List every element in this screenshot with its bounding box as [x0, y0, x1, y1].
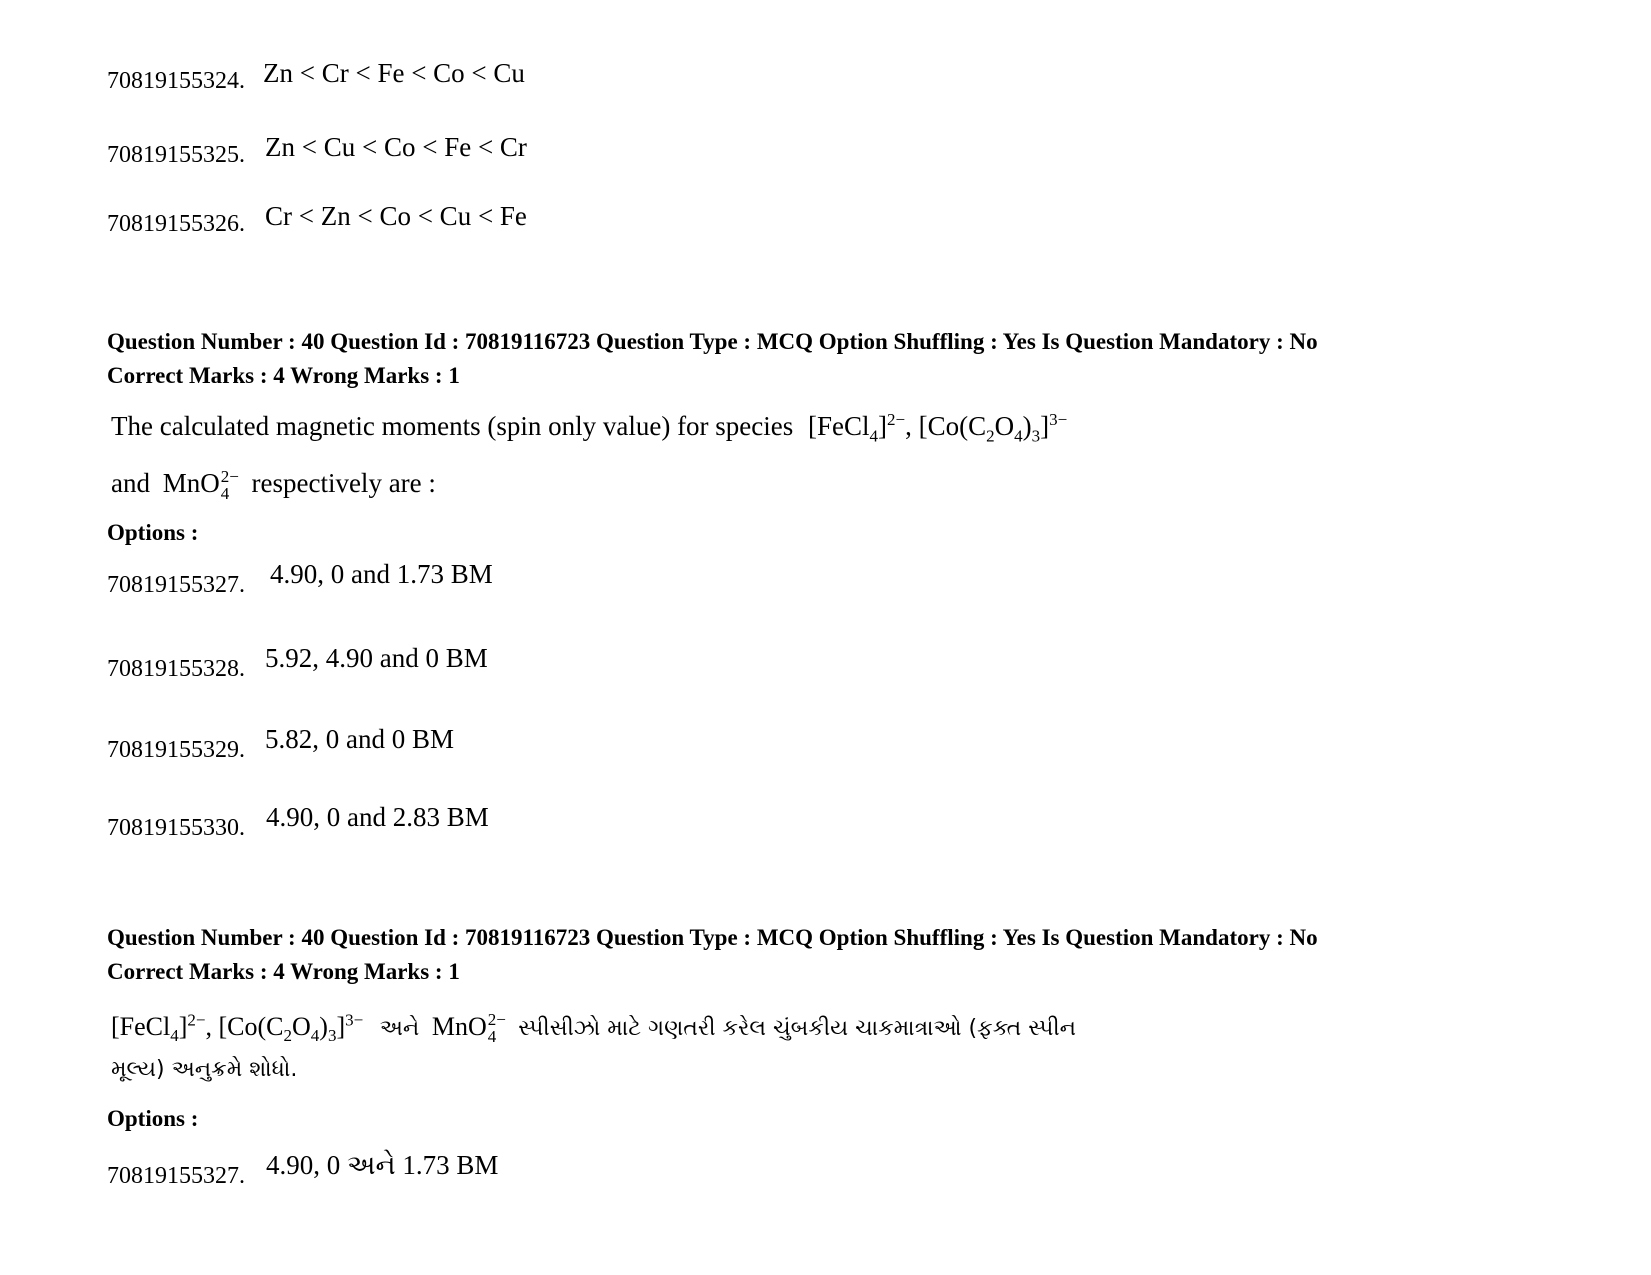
question-text: respectively are : — [251, 468, 436, 498]
option-text: 4.90, 0 and 2.83 BM — [266, 802, 489, 832]
option-text: Cr < Zn < Co < Cu < Fe — [265, 201, 527, 231]
options-label: Options : — [107, 1106, 199, 1131]
option-text: 4.90, 0 and 1.73 BM — [270, 559, 493, 589]
option-id: 70819155327. — [107, 572, 245, 598]
question-text-line1 — [111, 410, 1067, 446]
option-id: 70819155329. — [107, 737, 245, 763]
formula-mno4: MnO 2− 4 — [162, 466, 239, 503]
option-text: Zn < Cr < Fe < Co < Cu — [263, 58, 525, 88]
question-text-line2: મૂલ્ય) અનુક્રમે શોધો. — [111, 1057, 298, 1082]
option-id: 70819155330. — [107, 815, 245, 841]
question-meta-line2: Correct Marks : 4 Wrong Marks : 1 — [107, 363, 460, 388]
question-text-line2 — [111, 468, 436, 501]
question-text: The calculated magnetic moments (spin only value) for species — [111, 411, 794, 441]
question-meta-line1: Question Number : 40 Question Id : 70819116723 Question Type : MCQ Option Shuffling : Yes Is Question Mandatory : No — [107, 329, 1318, 354]
options-label: Options : — [107, 520, 199, 545]
option-id: 70819155328. — [107, 656, 245, 682]
question-text: સ્પીસીઝો માટે ગણતરી કરેલ ચુંબકીય ચાકમાત્રાઓ (ફક્ત સ્પીન — [518, 1015, 1077, 1041]
formula-fecl4: [FeCl$_4$]$^{2-}$, $[Co(C_2O_4)_3]^{3-}$ — [808, 410, 1068, 446]
option-id: 70819155326. — [107, 211, 245, 237]
question-meta-line2: Correct Marks : 4 Wrong Marks : 1 — [107, 959, 460, 984]
option-text: 5.82, 0 and 0 BM — [265, 724, 454, 754]
question-text: and — [111, 468, 150, 498]
option-text: 5.92, 4.90 and 0 BM — [265, 643, 488, 673]
question-meta-line1: Question Number : 40 Question Id : 70819116723 Question Type : MCQ Option Shuffling : Yes Is Question Mandatory : No — [107, 925, 1318, 950]
option-id: 70819155324. — [107, 68, 245, 94]
option-id: 70819155325. — [107, 142, 245, 168]
question-text-line1 — [111, 1010, 1076, 1046]
option-id: 70819155327. — [107, 1163, 245, 1189]
option-text: Zn < Cu < Co < Fe < Cr — [265, 132, 527, 162]
formula-fecl4: [FeCl$_4$]$^{2-}$, $[Co(C_2O_4)_3]^{3-}$ — [111, 1010, 364, 1045]
question-text: અને — [379, 1015, 420, 1041]
option-text: 4.90, 0 અને 1.73 BM — [266, 1150, 499, 1180]
formula-mno4: MnO 2− 4 — [431, 1009, 506, 1046]
